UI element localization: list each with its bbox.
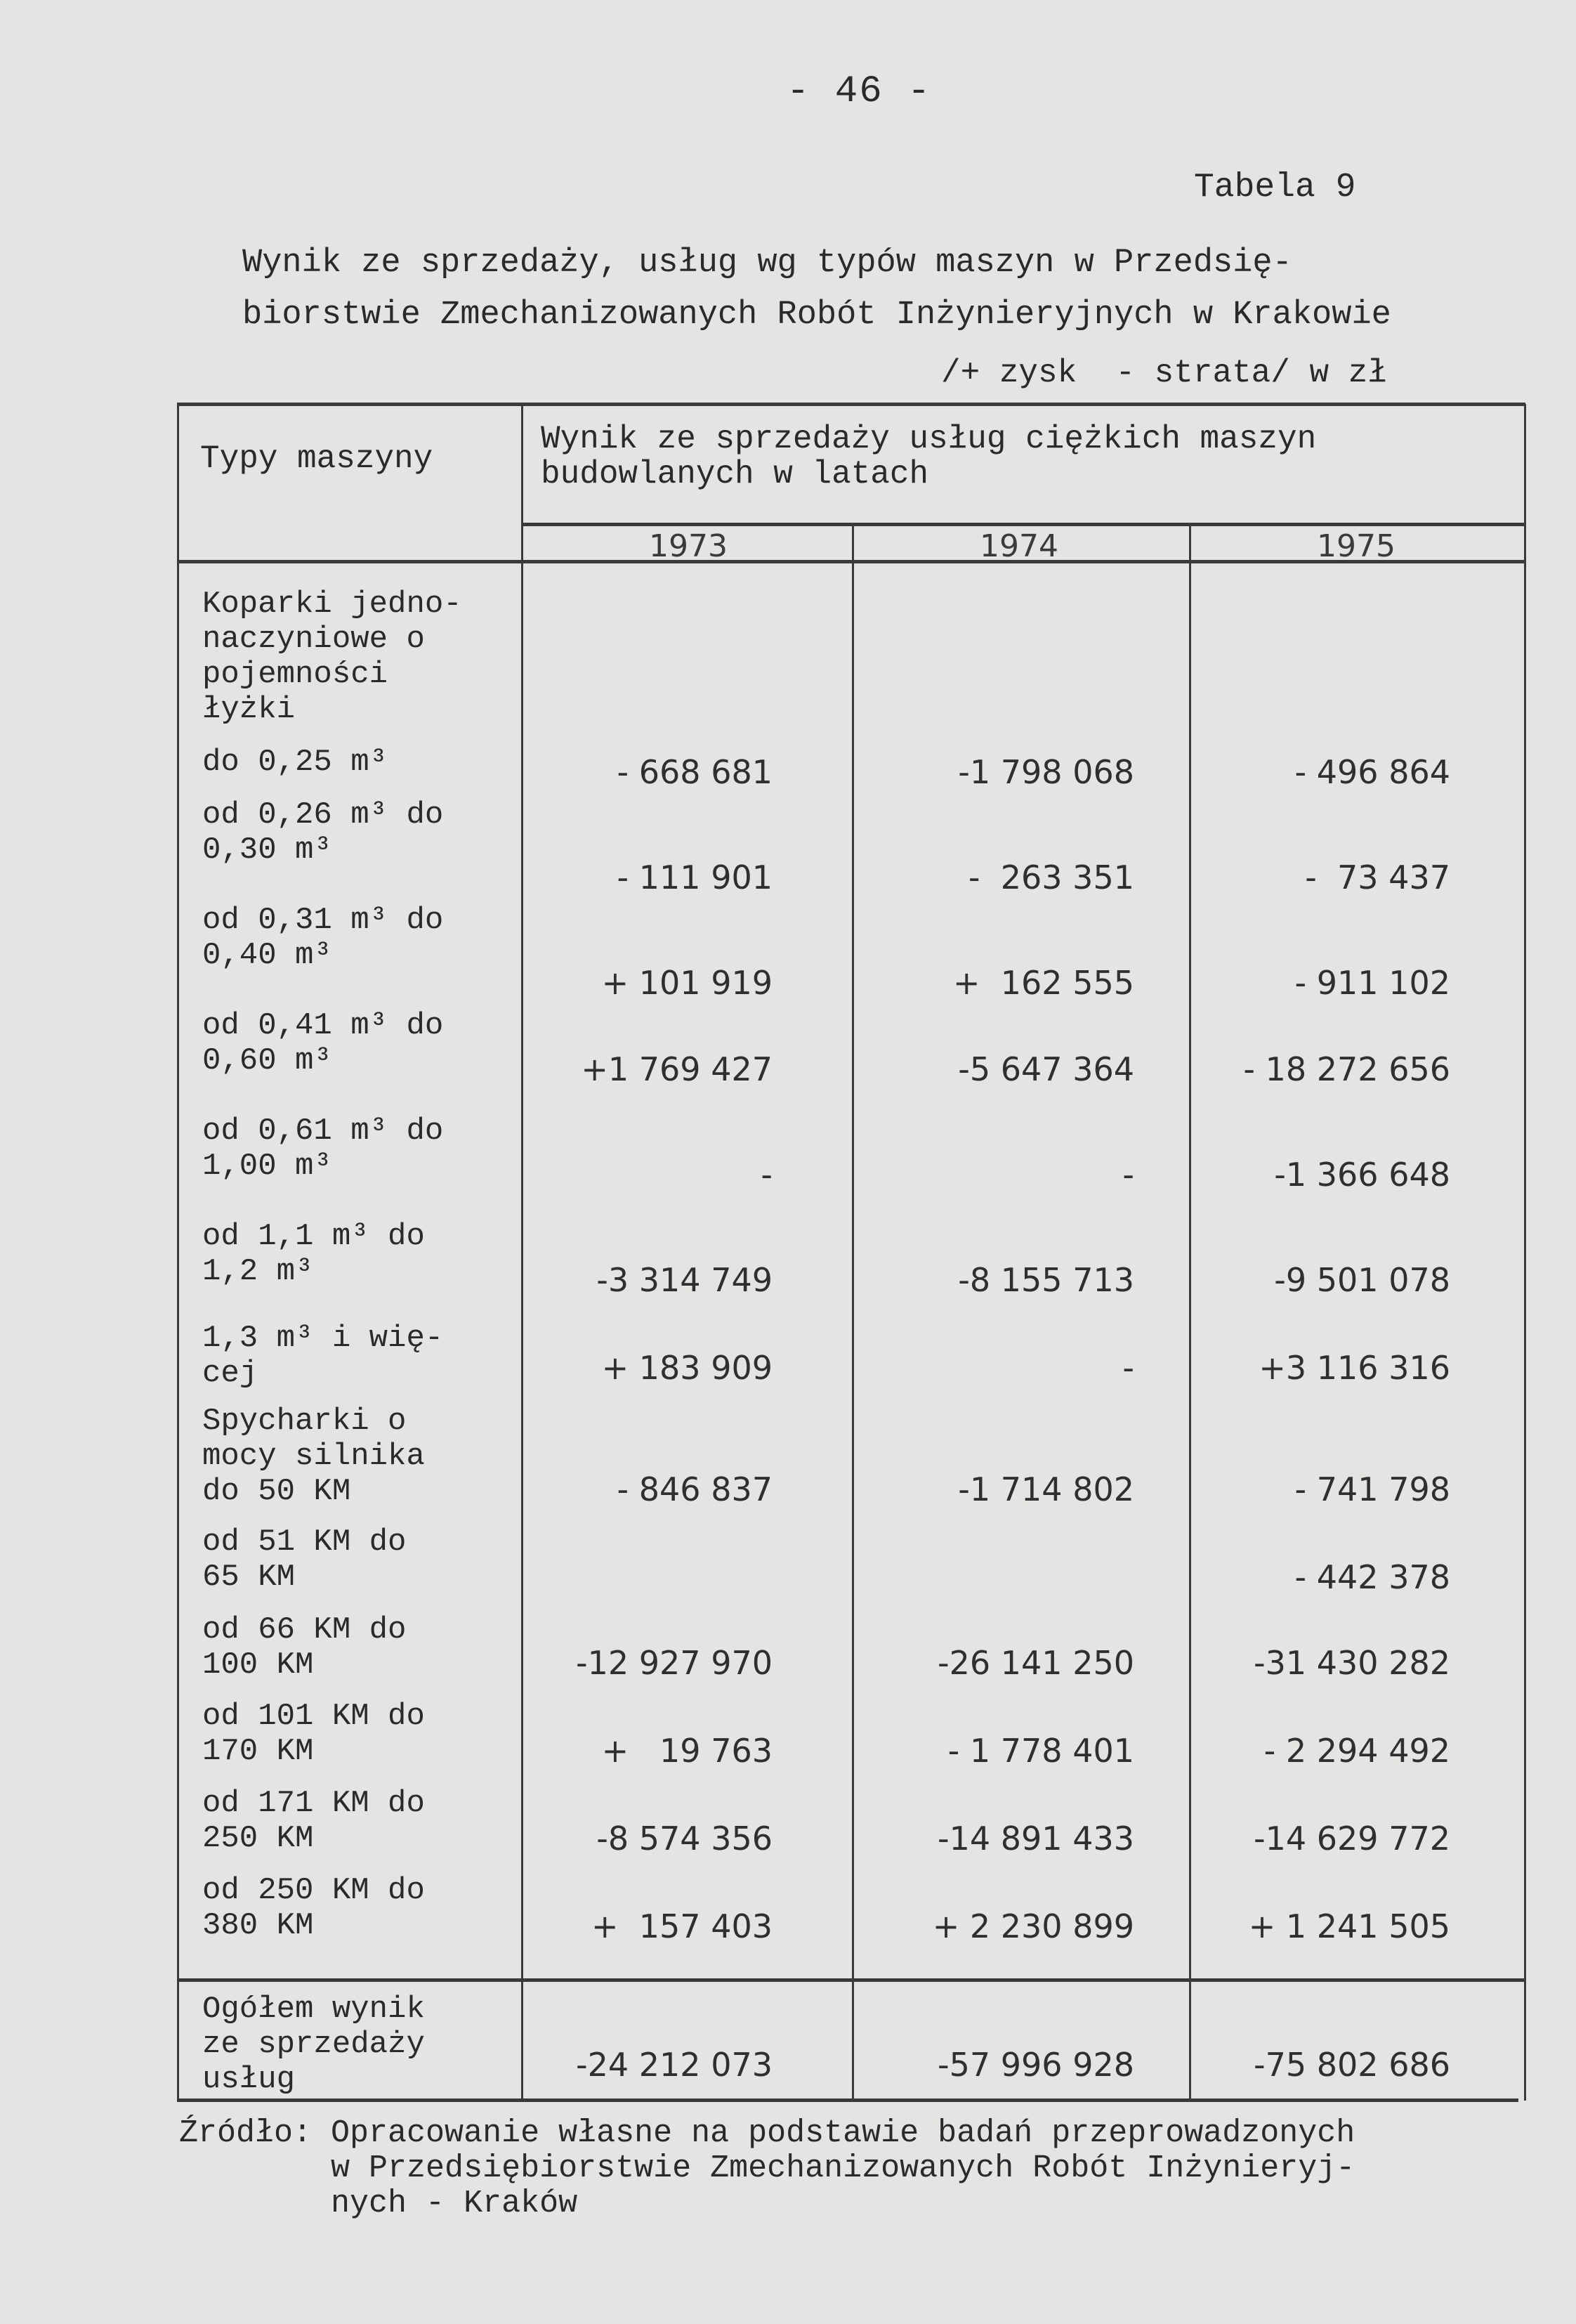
table-row-11-value-1973: + 19 763 [601, 1732, 773, 1770]
table-row-1-label-line-0: do 0,25 m³ [202, 745, 388, 780]
source-line-3: nych - Kraków [179, 2186, 578, 2221]
table-row-13-label-line-0: od 250 KM do [202, 1873, 425, 1908]
table-row-6-value-1974: -8 155 713 [958, 1261, 1134, 1299]
table-row-5-label-line-1: 1,00 m³ [202, 1149, 332, 1184]
table-row-0-label [202, 587, 518, 727]
header-year-1974: 1974 [980, 528, 1058, 564]
table-row-10-value-1975: -31 430 282 [1254, 1644, 1450, 1682]
table-row-8-value-1974: -1 714 802 [958, 1470, 1134, 1508]
title-line-2: biorstwie Zmechanizowanych Robót Inżynieryjnych w Krakowie [242, 296, 1391, 334]
table-row-8-value-1975: - 741 798 [1294, 1470, 1450, 1508]
table-row-4-label-line-1: 0,60 m³ [202, 1043, 332, 1078]
table-row-13-label-line-1: 380 KM [202, 1908, 314, 1943]
table-row-9-label [202, 1525, 518, 1595]
table-row-3-value-1974: + 162 555 [952, 964, 1134, 1002]
table-row-5-value-1974: - [1122, 1156, 1134, 1194]
table-row-1-value-1974: -1 798 068 [958, 753, 1134, 791]
header-year-1973: 1973 [649, 528, 728, 564]
table-row-8-value-1973: - 846 837 [617, 1470, 773, 1508]
table-row-1-value-1973: - 668 681 [617, 753, 773, 791]
table-row-5-label-line-0: od 0,61 m³ do [202, 1114, 444, 1149]
table-right-border [1524, 404, 1526, 2101]
table-row-11-value-1975: - 2 294 492 [1263, 1732, 1450, 1770]
table-row-2-value-1974: - 263 351 [968, 859, 1134, 896]
table-row-7-value-1974: - [1122, 1349, 1134, 1387]
table-top-rule [177, 403, 1525, 406]
table-row-8-label-line-2: do 50 KM [202, 1474, 351, 1509]
table-row-4-value-1973: +1 769 427 [581, 1050, 773, 1088]
total-row-value-1975: -75 802 686 [1254, 2046, 1450, 2084]
table-row-2-label-line-0: od 0,26 m³ do [202, 797, 444, 833]
table-row-12-value-1973: -8 574 356 [596, 1820, 773, 1858]
table-row-6-label-line-0: od 1,1 m³ do [202, 1219, 425, 1254]
source-note [179, 2116, 1355, 2221]
table-row-7-label-line-1: cej [202, 1356, 258, 1391]
header-mid-rule [521, 523, 1525, 526]
source-line-2: w Przedsiębiorstwie Zmechanizowanych Robót Inżynieryj- [179, 2150, 1355, 2186]
table-title [242, 237, 1506, 341]
table-row-5-value-1973: - [761, 1156, 773, 1194]
header-group-title [541, 422, 1316, 492]
table-number: Tabela 9 [1194, 169, 1356, 207]
table-row-9-label-line-1: 65 KM [202, 1560, 296, 1595]
table-row-3-label-line-1: 0,40 m³ [202, 938, 332, 973]
table-row-3-label [202, 903, 518, 973]
table-row-2-label-line-1: 0,30 m³ [202, 833, 332, 868]
table-row-0-label-line-2: pojemności [202, 657, 388, 692]
table-row-2-value-1975: - 73 437 [1305, 859, 1450, 896]
table-row-3-label-line-0: od 0,31 m³ do [202, 903, 444, 938]
table-row-11-label-line-1: 170 KM [202, 1734, 314, 1769]
table-row-4-label-line-0: od 0,41 m³ do [202, 1008, 444, 1043]
table-row-12-label-line-0: od 171 KM do [202, 1786, 425, 1821]
total-row-label-line-0: Ogółem wynik [202, 1992, 425, 2027]
page-number: - 46 - [787, 70, 932, 113]
table-row-1-value-1975: - 496 864 [1294, 753, 1450, 791]
table-row-7-label-line-0: 1,3 m³ i wię- [202, 1321, 444, 1356]
table-row-6-value-1973: -3 314 749 [596, 1261, 773, 1299]
table-row-3-value-1975: - 911 102 [1294, 964, 1450, 1002]
table-row-12-label-line-1: 250 KM [202, 1821, 314, 1856]
table-row-10-value-1973: -12 927 970 [576, 1644, 773, 1682]
total-row-label-line-1: ze sprzedaży [202, 2027, 425, 2062]
table-row-0-label-line-0: Koparki jedno- [202, 587, 462, 622]
table-row-10-value-1974: -26 141 250 [938, 1644, 1134, 1682]
table-row-13-value-1974: + 2 230 899 [932, 1907, 1134, 1945]
table-row-9-value-1975: - 442 378 [1294, 1558, 1450, 1596]
total-row-label-line-2: usług [202, 2062, 296, 2097]
table-row-5-value-1975: -1 366 648 [1274, 1156, 1450, 1194]
table-row-0-label-line-1: naczyniowe o [202, 622, 425, 657]
table-row-8-label-line-1: mocy silnika [202, 1439, 425, 1474]
table-row-7-value-1975: +3 116 316 [1259, 1349, 1450, 1387]
unit-note: /+ zysk - strata/ w zł [941, 355, 1387, 391]
header-year-1975: 1975 [1317, 528, 1396, 564]
total-row-value-1973: -24 212 073 [576, 2046, 773, 2084]
table-row-4-value-1975: - 18 272 656 [1243, 1050, 1450, 1088]
table-row-11-label-line-0: od 101 KM do [202, 1699, 425, 1734]
table-row-4-value-1974: -5 647 364 [958, 1050, 1134, 1088]
table-row-0-label-line-3: łyżki [202, 692, 296, 727]
table-left-border [177, 404, 179, 2101]
header-group-line-1: Wynik ze sprzedaży usług ciężkich maszyn [541, 421, 1317, 457]
table-row-11-value-1974: - 1 778 401 [947, 1732, 1134, 1770]
header-machine-types: Typy maszyny [200, 440, 433, 477]
table-row-12-value-1974: -14 891 433 [938, 1820, 1134, 1858]
total-row-value-1974: -57 996 928 [938, 2046, 1134, 2084]
table-row-10-label-line-0: od 66 KM do [202, 1612, 407, 1647]
table-row-7-value-1973: + 183 909 [601, 1349, 773, 1387]
table-row-6-value-1975: -9 501 078 [1274, 1261, 1450, 1299]
table-row-12-value-1975: -14 629 772 [1254, 1820, 1450, 1858]
source-line-1: Źródło: Opracowanie własne na podstawie badań przeprowadzonych [179, 2115, 1355, 2151]
table-row-2-value-1973: - 111 901 [617, 859, 773, 896]
table-row-2-label [202, 797, 518, 868]
total-top-rule [177, 1978, 1525, 1982]
table-row-8-label-line-0: Spycharki o [202, 1404, 407, 1439]
table-row-6-label-line-1: 1,2 m³ [202, 1254, 314, 1289]
title-line-1: Wynik ze sprzedaży, usług wg typów maszyn w Przedsię- [242, 244, 1292, 282]
table-row-13-value-1973: + 157 403 [591, 1907, 773, 1945]
header-group-line-2: budowlanych w latach [541, 456, 929, 492]
table-row-10-label-line-1: 100 KM [202, 1647, 314, 1683]
table-row-3-value-1973: + 101 919 [601, 964, 773, 1002]
table-bottom-rule [177, 2098, 1518, 2102]
table-row-13-value-1975: + 1 241 505 [1248, 1907, 1450, 1945]
table-row-9-label-line-0: od 51 KM do [202, 1525, 407, 1560]
